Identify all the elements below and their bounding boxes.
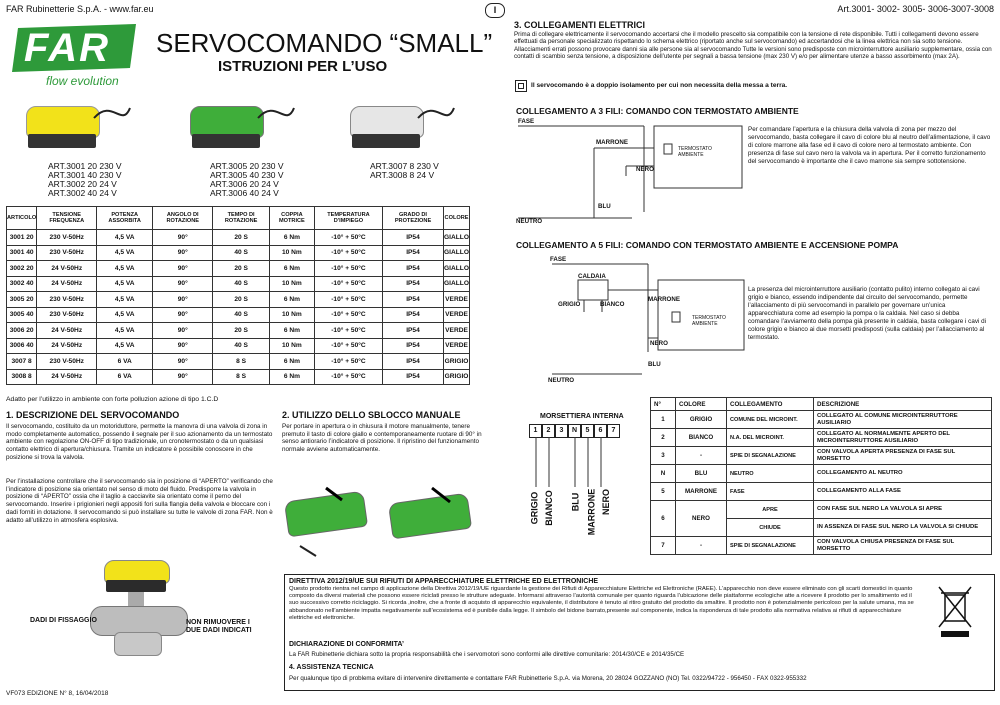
section3-text: Prima di collegare elettricamente il servocomando accertarsi che il modello prescelto sia compatibile con la tensione di rete disponibile. Tutti i collegamenti devono essere effettuati da personale specializzato rispettando lo schema elettrico (riportato anche sul servocomando) ed accertandosi che la linea elettrica non sia sotto tensione. Allacciamenti errati possono provocare danni sia alle persone sia al servocomando Tutte le versioni sono predisposte con microinterruttore ausiliario supplementare, ossia con contatti di scambio senza tensione, a disposizione dell’utente per segnali a bassa tensione (max 230 V) e/o per alimentare utenze a basso assorbimento (max 2A). xyxy=(514,31,992,60)
conn-cell: 6 xyxy=(651,501,676,537)
spec-row xyxy=(7,323,470,339)
page-subtitle: ISTRUZIONI PER L’USO xyxy=(218,58,388,75)
spec-row xyxy=(7,230,470,246)
terminal-cell: 6 xyxy=(594,424,607,438)
model-line: ART.3001 40 230 V xyxy=(48,170,122,180)
spec-row xyxy=(7,292,470,308)
directive-title: DIRETTIVA 2012/19/UE SUI RIFIUTI DI APPARECCHIATURE ELETTRICHE ED ELETTRONICHE xyxy=(289,578,599,585)
spec-cell: 230 V-50Hz xyxy=(37,354,97,370)
spec-row xyxy=(7,261,470,277)
spec-cell: 6 Nm xyxy=(269,261,314,277)
spec-row xyxy=(7,276,470,292)
conn-row xyxy=(651,537,992,555)
section2-text: Per portare in apertura o in chiusura il motore manualmente, tenere premuto il tasto di colore giallo e contemporaneamente ruotare di 90° in senso antiorario l’indicatore di posizione. Il ripristino del funzionamento normale avviene automaticamente. xyxy=(282,423,482,454)
spec-cell: 24 V-50Hz xyxy=(37,276,97,292)
spec-cell: -10° + 50°C xyxy=(314,307,382,323)
conn-cell: SPIE DI SEGNALAZIONE xyxy=(727,537,814,555)
spec-cell: 90° xyxy=(153,323,213,339)
d5-label-nero: NERO xyxy=(650,340,668,347)
spec-cell: 3008 8 xyxy=(7,369,37,385)
spec-note: Adatto per l’utilizzo in ambiente con forte polluzion azione di tipo 1.C.D xyxy=(6,396,219,403)
wire-label: MARRONE xyxy=(586,488,597,536)
d5-label-termostato: TERMOSTATO AMBIENTE xyxy=(692,315,726,327)
spec-cell: VERDE xyxy=(444,292,470,308)
directive-text: Questo prodotto rientra nel campo di applicazione della Direttiva 2012/19/UE riguardante la gestione dei Rifiuti di Apparecchiature Elettriche ed Elettroniche (RAEE). L’apparecchio non deve essere eliminato con gli scarti domestici in quanto composto da diversi materiali che possono essere riciclati presso le strutture adeguate. Informarsi attraverso l’autorità comunale per quanto riguarda l’ubicazione delle piattaforme ecologiche atte a ricevere il prodotto per lo smaltimento ed il suo successivo corretto riciclaggio. Si ricorda ,inoltre, che a fronte di acquisto di apparecchio equivalente, il distributore è tenuto al ritiro gratuito del prodotto da smaltire. Il prodotto non è potenzialmente pericoloso per la salute umana, ma se abbandonato nell’ambiente impatta negativamente sull’ecosistema ed è punibile dalla legge. Il simbolo del bidone barrato,presente sul componente, indica la rispondenza di tale prodotto alla normativa relativa ai rifiuti di apparecchiature elettriche ed elettroniche. xyxy=(289,586,914,621)
conn-header: N° xyxy=(651,398,676,411)
spec-cell: IP54 xyxy=(382,338,443,354)
spec-cell: 4,5 VA xyxy=(97,338,153,354)
conn-cell: BIANCO xyxy=(676,429,727,447)
diagram3-wiring xyxy=(514,118,746,230)
actuator-grey-image xyxy=(346,98,456,158)
spec-cell: 8 S xyxy=(213,369,269,385)
spec-cell: IP54 xyxy=(382,307,443,323)
spec-cell: 4,5 VA xyxy=(97,230,153,246)
conn-cell: COLLEGAMENTO ALLA FASE xyxy=(814,483,992,501)
spec-cell: 90° xyxy=(153,369,213,385)
section3-title: 3. COLLEGAMENTI ELETTRICI xyxy=(514,20,646,30)
spec-cell: 3001 20 xyxy=(7,230,37,246)
d5-label-grigio: GRIGIO xyxy=(558,301,581,308)
spec-cell: 40 S xyxy=(213,338,269,354)
connection-table xyxy=(650,397,992,555)
spec-header: ARTICOLO xyxy=(7,207,37,230)
spec-cell: 6 Nm xyxy=(269,354,314,370)
conn-cell: - xyxy=(676,537,727,555)
spec-cell: 24 V-50Hz xyxy=(37,261,97,277)
spec-cell: GIALLO xyxy=(444,245,470,261)
spec-table xyxy=(6,206,470,385)
spec-cell: 3002 40 xyxy=(7,276,37,292)
spec-cell: -10° + 50°C xyxy=(314,292,382,308)
section1-paragraph: Per l’installazione controllare che il servocomando sia in posizione di “APERTO” verificando che l’indicatore di posizione sia orientato nel senso di moto del fluido. Predisporre la valvola in posizione di “APERTO” ossia che il taglio a cacciavite sia orientato come il perno del servocomando. Inserire i prigionieri negli appositi fori sulla flangia della valvola e bloccare con i dadi forniti in dotazione. Il servocomando si può installare su tutte le valvole di zona FAR. Non è adatto all’utilizzo in atmosfera esplosiva. xyxy=(6,478,273,524)
model-line: ART.3008 8 24 V xyxy=(370,170,435,180)
spec-cell: 10 Nm xyxy=(269,276,314,292)
spec-cell: 3001 40 xyxy=(7,245,37,261)
conn-header: COLLEGAMENTO xyxy=(727,398,814,411)
spec-cell: 4,5 VA xyxy=(97,245,153,261)
spec-cell: GIALLO xyxy=(444,276,470,292)
conn-header-row xyxy=(651,398,992,411)
spec-header: TENSIONE FREQUENZA xyxy=(37,207,97,230)
spec-cell: 4,5 VA xyxy=(97,323,153,339)
spec-cell: 3005 40 xyxy=(7,307,37,323)
spec-cell: 4,5 VA xyxy=(97,292,153,308)
model-line: ART.3006 20 24 V xyxy=(210,179,279,189)
conn-cell: APRE xyxy=(727,501,814,519)
section2-title: 2. UTILIZZO DELLO SBLOCCO MANUALE xyxy=(282,410,461,420)
edition-label: VF073 EDIZIONE N° 8, 16/04/2018 xyxy=(6,690,109,697)
spec-cell: 3006 20 xyxy=(7,323,37,339)
conn-header: DESCRIZIONE xyxy=(814,398,992,411)
diagram5-text: La presenza del microinterruttore ausiliario (contatto pulito) interno collegato ai cavi grigio e bianco, essendo indipendente dal circuito del servocomando, permette l’allacciamento di più servocomandi in parallelo per governare un’unica apparecchiatura come ad esempio la pompa o la caldaia. Nel caso si debba comandare l’avviamento della pompa già presente in caldaia, basta collegare i cavi di colore grigio e bianco ai due morsetti predisposti (sulla caldaia) per l’allacciamento al termostato. xyxy=(748,286,987,341)
footer-box xyxy=(284,574,995,691)
conn-cell: CHIUDE xyxy=(727,519,814,537)
far-logo xyxy=(10,22,140,90)
spec-cell: 24 V-50Hz xyxy=(37,369,97,385)
terminal-cell: N xyxy=(568,424,581,438)
terminal-cell: 3 xyxy=(555,424,568,438)
spec-cell: -10° + 50°C xyxy=(314,323,382,339)
wire-label: BLU xyxy=(570,492,581,512)
diagram5-title: COLLEGAMENTO A 5 FILI: COMANDO CON TERMOSTATO AMBIENTE E ACCENSIONE POMPA xyxy=(516,240,899,250)
conn-cell: GRIGIO xyxy=(676,411,727,429)
spec-cell: 6 Nm xyxy=(269,369,314,385)
spec-row xyxy=(7,307,470,323)
spec-header: ANGOLO DI ROTAZIONE xyxy=(153,207,213,230)
d5-label-neutro: NEUTRO xyxy=(548,377,575,384)
actuator-green-image xyxy=(186,98,296,158)
spec-cell: GIALLO xyxy=(444,261,470,277)
spec-cell: -10° + 50°C xyxy=(314,338,382,354)
conn-cell: IN ASSENZA DI FASE SUL NERO LA VALVOLA SI CHIUDE xyxy=(814,519,992,537)
d5-label-blu: BLU xyxy=(648,361,661,368)
d5-label-caldaia: CALDAIA xyxy=(578,273,606,280)
spec-cell: 90° xyxy=(153,354,213,370)
spec-cell: VERDE xyxy=(444,338,470,354)
model-line: ART.3006 40 24 V xyxy=(210,188,279,198)
conformity-text: La FAR Rubinetterie dichiara sotto la propria responsabilità che i servomotori sono conformi alle direttive comunitarie: 2014/30/CE e 2014/35/CE xyxy=(289,651,685,658)
wire-label: NERO xyxy=(601,488,612,516)
conn-cell: 3 xyxy=(651,447,676,465)
conn-cell: BLU xyxy=(676,465,727,483)
spec-cell: 4,5 VA xyxy=(97,307,153,323)
terminal-title: MORSETTIERA INTERNA xyxy=(540,413,624,420)
conn-cell: CON VALVOLA CHIUSA PRESENZA DI FASE SUL MORSETTO xyxy=(814,537,992,555)
spec-cell: IP54 xyxy=(382,245,443,261)
model-line: ART.3001 20 230 V xyxy=(48,161,122,171)
conn-cell: CON FASE SUL NERO LA VALVOLA SI APRE xyxy=(814,501,992,519)
article-numbers: Art.3001- 3002- 3005- 3006-3007-3008 xyxy=(837,4,994,14)
conn-cell: COMUNE DEL MICROINT. xyxy=(727,411,814,429)
spec-cell: 3002 20 xyxy=(7,261,37,277)
spec-header: TEMPO DI ROTAZIONE xyxy=(213,207,269,230)
no-remove-label: NON RIMUOVERE I DUE DADI INDICATI xyxy=(186,619,252,634)
model-line: ART.3005 20 230 V xyxy=(210,161,284,171)
spec-cell: 10 Nm xyxy=(269,338,314,354)
model-line: ART.3007 8 230 V xyxy=(370,161,439,171)
spec-cell: IP54 xyxy=(382,261,443,277)
conn-cell: SPIE DI SEGNALAZIONE xyxy=(727,447,814,465)
d3-label-fase: FASE xyxy=(518,118,535,125)
spec-cell: 10 Nm xyxy=(269,245,314,261)
brand-line: FAR Rubinetterie S.p.A. - www.far.eu xyxy=(6,4,154,14)
model-line: ART.3002 40 24 V xyxy=(48,188,117,198)
spec-cell: 90° xyxy=(153,276,213,292)
assist-text: Per qualunque tipo di problema evitare di intervenire direttamente e contattare FAR Rubinetterie S.p.A. via Morena, 20 28024 GOZZANO (NO) Tel. 0322/94722 - 956450 - FAX 0322-955332 xyxy=(289,675,807,682)
conn-cell: NEUTRO xyxy=(727,465,814,483)
assist-title: 4. ASSISTENZA TECNICA xyxy=(289,664,374,671)
spec-cell: 230 V-50Hz xyxy=(37,245,97,261)
diagram3-text: Per comandare l’apertura e la chiusura della valvola di zona per mezzo del servocomando, basta collegare il cavo di colore blu al neutro dell’alimentazione, il cavo di colore marrone alla fase ed il cavo di colore nero al termostato ambiente. Con presenza di fase sul cavo nero la valvola va in apertura. Per il corretto funzionamento del servocomando è importante che il cavo marrone sia sempre sottotensione. xyxy=(748,126,991,165)
spec-cell: 4,5 VA xyxy=(97,276,153,292)
spec-cell: 90° xyxy=(153,261,213,277)
conn-cell: MARRONE xyxy=(676,483,727,501)
spec-row xyxy=(7,369,470,385)
conn-cell: FASE xyxy=(727,483,814,501)
spec-cell: IP54 xyxy=(382,354,443,370)
spec-cell: 24 V-50Hz xyxy=(37,323,97,339)
section1-paragraph: Il servocomando, costituito da un motoriduttore, permette la manovra di una valvola di zona in modo completamente automatico, possendo il segnale per il suo azionamento da un termostato ambiente con regolazione ON-OFF di tipo tradizionale, un cronotermostato o da un qualsiasi contatto elettrico di apertura/chiusura. Tramite un indicatore è possibile conoscere in che posizione si trova la valvola. xyxy=(6,423,273,461)
model-line: ART.3005 40 230 V xyxy=(210,170,284,180)
spec-header: TEMPERATURA D'IMPIEGO xyxy=(314,207,382,230)
conn-cell: COLLEGAMENTO AL NEUTRO xyxy=(814,465,992,483)
model-list-grey xyxy=(370,162,439,180)
terminal-cell: 5 xyxy=(581,424,594,438)
spec-cell: IP54 xyxy=(382,292,443,308)
conn-cell: CON VALVOLA APERTA PRESENZA DI FASE SUL MORSETTO xyxy=(814,447,992,465)
spec-cell: -10° + 50°C xyxy=(314,261,382,277)
terminal-block xyxy=(529,424,620,438)
spec-cell: 24 V-50Hz xyxy=(37,338,97,354)
spec-cell: 20 S xyxy=(213,230,269,246)
spec-cell: GRIGIO xyxy=(444,369,470,385)
spec-cell: 90° xyxy=(153,338,213,354)
d3-label-blu: BLU xyxy=(598,203,611,210)
spec-cell: 10 Nm xyxy=(269,307,314,323)
section1-title: 1. DESCRIZIONE DEL SERVOCOMANDO xyxy=(6,410,180,420)
terminal-cell: 1 xyxy=(529,424,542,438)
spec-cell: 20 S xyxy=(213,261,269,277)
diagram3-title: COLLEGAMENTO A 3 FILI: COMANDO CON TERMOSTATO AMBIENTE xyxy=(516,106,799,116)
model-list-green xyxy=(210,162,284,198)
spec-cell: IP54 xyxy=(382,230,443,246)
spec-header: COLORE xyxy=(444,207,470,230)
spec-cell: 230 V-50Hz xyxy=(37,292,97,308)
conn-cell: 7 xyxy=(651,537,676,555)
logo-tagline: flow evolution xyxy=(46,74,119,88)
spec-cell: GIALLO xyxy=(444,230,470,246)
terminal-cell: 7 xyxy=(607,424,620,438)
d5-label-fase: FASE xyxy=(550,256,567,263)
spec-cell: 40 S xyxy=(213,307,269,323)
conn-cell: COLLEGATO AL COMUNE MICROINTERRUTTORE AUSILIARIO xyxy=(814,411,992,429)
d5-label-bianco: BIANCO xyxy=(600,301,625,308)
page-title: SERVOCOMANDO “SMALL” xyxy=(156,28,493,58)
spec-cell: 3006 40 xyxy=(7,338,37,354)
weee-bin-icon xyxy=(935,583,975,639)
spec-cell: IP54 xyxy=(382,323,443,339)
spec-row xyxy=(7,245,470,261)
d5-label-marrone: MARRONE xyxy=(648,296,680,303)
double-insulation-text: Il servocomando è a doppio isolamento per cui non necessita della messa a terra. xyxy=(531,82,788,89)
conn-row xyxy=(651,465,992,483)
spec-cell: 90° xyxy=(153,292,213,308)
conn-row xyxy=(651,429,992,447)
conformity-title: DICHIARAZIONE DI CONFORMITA’ xyxy=(289,641,404,648)
spec-cell: 230 V-50Hz xyxy=(37,307,97,323)
spec-cell: VERDE xyxy=(444,307,470,323)
conn-cell: - xyxy=(676,447,727,465)
spec-cell: -10° + 50°C xyxy=(314,245,382,261)
d3-label-marrone: MARRONE xyxy=(596,139,628,146)
conn-row xyxy=(651,447,992,465)
spec-header-row xyxy=(7,207,470,230)
spec-cell: 20 S xyxy=(213,292,269,308)
terminal-cell: 2 xyxy=(542,424,555,438)
spec-cell: IP54 xyxy=(382,369,443,385)
model-line: ART.3002 20 24 V xyxy=(48,179,117,189)
spec-cell: 3007 8 xyxy=(7,354,37,370)
spec-cell: 90° xyxy=(153,230,213,246)
conn-cell: COLLEGATO AL NORMALMENTE APERTO DEL MICROINTERRUTTORE AUSILIARIO xyxy=(814,429,992,447)
spec-cell: 230 V-50Hz xyxy=(37,230,97,246)
spec-cell: 6 Nm xyxy=(269,292,314,308)
nuts-label: DADI DI FISSAGGIO xyxy=(30,617,97,624)
conn-cell: NERO xyxy=(676,501,727,537)
conn-cell: 1 xyxy=(651,411,676,429)
spec-cell: -10° + 50°C xyxy=(314,354,382,370)
spec-cell: -10° + 50°C xyxy=(314,276,382,292)
model-list-yellow xyxy=(48,162,122,198)
actuator-yellow-image xyxy=(22,98,132,158)
spec-cell: 6 Nm xyxy=(269,323,314,339)
conn-cell: N xyxy=(651,465,676,483)
spec-cell: -10° + 50°C xyxy=(314,369,382,385)
conn-row xyxy=(651,411,992,429)
spec-cell: 20 S xyxy=(213,323,269,339)
d3-label-nero: NERO xyxy=(636,166,654,173)
spec-cell: 6 VA xyxy=(97,354,153,370)
spec-cell: 3005 20 xyxy=(7,292,37,308)
conn-header: COLORE xyxy=(676,398,727,411)
conn-cell: N.A. DEL MICROINT. xyxy=(727,429,814,447)
conn-row xyxy=(651,483,992,501)
spec-row xyxy=(7,354,470,370)
terminal-wire-labels xyxy=(528,485,638,545)
conn-cell: 2 xyxy=(651,429,676,447)
spec-header: GRADO DI PROTEZIONE xyxy=(382,207,443,230)
spec-cell: VERDE xyxy=(444,323,470,339)
spec-cell: 90° xyxy=(153,307,213,323)
spec-cell: 90° xyxy=(153,245,213,261)
spec-cell: 40 S xyxy=(213,276,269,292)
d3-label-neutro: NEUTRO xyxy=(516,218,543,225)
spec-row xyxy=(7,338,470,354)
spec-cell: GRIGIO xyxy=(444,354,470,370)
spec-cell: IP54 xyxy=(382,276,443,292)
logo-text: FAR xyxy=(24,26,110,70)
double-insulation-icon xyxy=(515,80,527,92)
page-number: I xyxy=(485,3,505,18)
spec-cell: 40 S xyxy=(213,245,269,261)
spec-cell: 6 Nm xyxy=(269,230,314,246)
spec-header: COPPIA MOTRICE xyxy=(269,207,314,230)
conn-cell: 5 xyxy=(651,483,676,501)
spec-cell: 8 S xyxy=(213,354,269,370)
wire-label: BIANCO xyxy=(543,490,554,526)
spec-cell: 4,5 VA xyxy=(97,261,153,277)
spec-header: POTENZA ASSORBITA xyxy=(97,207,153,230)
spec-cell: -10° + 50°C xyxy=(314,230,382,246)
d3-label-termostato: TERMOSTATO AMBIENTE xyxy=(678,146,712,158)
manual-release-illustration xyxy=(286,476,486,566)
conn-row xyxy=(651,501,992,519)
spec-cell: 6 VA xyxy=(97,369,153,385)
wire-label: GRIGIO xyxy=(529,491,540,525)
valve-illustration xyxy=(90,560,210,670)
